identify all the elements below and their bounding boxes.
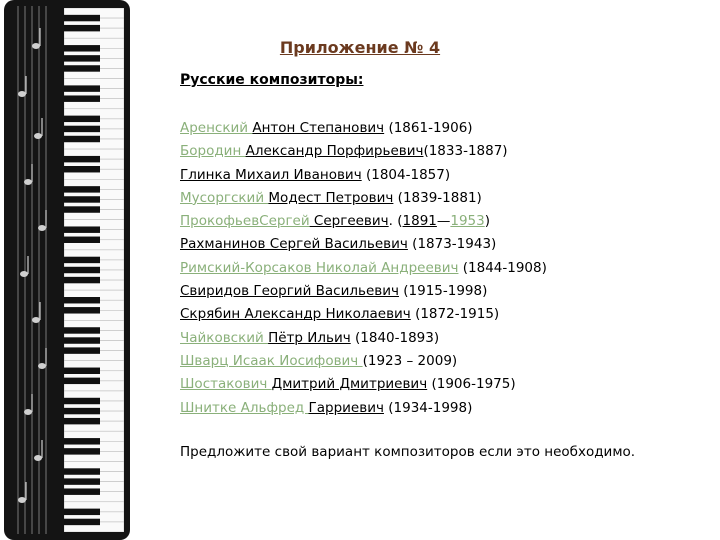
composer-link[interactable]: ПрокофьевСергей bbox=[180, 213, 310, 230]
list-item bbox=[180, 327, 547, 350]
black-key bbox=[64, 488, 100, 494]
composer-name[interactable]: Антон Степанович bbox=[252, 120, 385, 136]
composer-dates: (1844-1908) bbox=[458, 259, 547, 276]
black-key bbox=[64, 509, 100, 515]
composer-name[interactable]: Дмитрий Дмитриевич bbox=[271, 376, 428, 393]
composer-link[interactable]: Шварц Исаак Иосифович bbox=[180, 352, 363, 369]
piano-keys-icon bbox=[64, 8, 124, 532]
black-key bbox=[64, 337, 100, 343]
list-item bbox=[180, 164, 547, 187]
composer-list bbox=[180, 117, 547, 420]
black-key bbox=[64, 398, 100, 404]
composer-dates: (1915-1998) bbox=[398, 283, 488, 300]
composer-name[interactable]: Гарриевич bbox=[308, 399, 384, 416]
composer-dates: (1804-1857) bbox=[361, 166, 451, 183]
black-key bbox=[64, 15, 100, 21]
composer-dates: (1906-1975) bbox=[427, 376, 516, 393]
composer-dates: (1923 – 2009) bbox=[362, 352, 458, 369]
black-key bbox=[64, 206, 100, 212]
list-item bbox=[180, 303, 547, 326]
list-item bbox=[180, 140, 547, 163]
composer-name[interactable]: Свиридов Георгий Васильевич bbox=[180, 283, 399, 300]
black-key bbox=[64, 448, 100, 454]
black-key bbox=[64, 438, 100, 444]
black-key bbox=[64, 327, 100, 333]
black-key bbox=[64, 166, 100, 172]
composer-dates: (1833-1887) bbox=[423, 143, 508, 160]
black-key bbox=[64, 368, 100, 374]
list-item bbox=[180, 210, 547, 233]
footer-note: Предложите свой вариант композиторов если это необходимо. bbox=[180, 444, 636, 460]
black-key bbox=[64, 136, 100, 142]
composer-dates: (1873-1943) bbox=[407, 236, 497, 253]
black-key bbox=[64, 378, 100, 384]
date-close: ) bbox=[484, 213, 491, 230]
list-item bbox=[180, 350, 547, 373]
black-key bbox=[64, 277, 100, 283]
list-item bbox=[180, 233, 547, 256]
music-staff-icon bbox=[8, 6, 63, 534]
black-key bbox=[64, 95, 100, 101]
black-key bbox=[64, 126, 100, 132]
piano-keyboard-decoration bbox=[4, 0, 130, 540]
list-item bbox=[180, 187, 547, 210]
composer-name[interactable]: Рахманинов Сергей Васильевич bbox=[180, 236, 408, 253]
list-item bbox=[180, 117, 547, 140]
composer-link[interactable]: Римский-Корсаков Николай Андреевич bbox=[180, 259, 459, 276]
black-key bbox=[64, 237, 100, 243]
black-key bbox=[64, 116, 100, 122]
birth-year-link[interactable]: 1891 bbox=[402, 213, 437, 230]
composer-link[interactable]: Мусоргский bbox=[180, 189, 269, 206]
composer-name[interactable]: Скрябин Александр Николаевич bbox=[180, 306, 411, 323]
black-key bbox=[64, 25, 100, 31]
composer-link[interactable]: Чайковский bbox=[180, 329, 269, 346]
composer-dates: (1934-1998) bbox=[383, 399, 473, 416]
list-item bbox=[180, 373, 547, 396]
list-item bbox=[180, 257, 547, 280]
black-key bbox=[64, 478, 100, 484]
section-heading: Русские композиторы: bbox=[180, 72, 364, 88]
black-key bbox=[64, 156, 100, 162]
composer-name[interactable]: Пётр Ильич bbox=[268, 329, 351, 346]
composer-dates: (1839-1881) bbox=[393, 189, 482, 206]
composer-name[interactable]: Александр Порфирьевич bbox=[245, 143, 424, 160]
composer-link[interactable]: Шнитке Альфред bbox=[180, 399, 309, 416]
composer-name[interactable]: Глинка Михаил Иванович bbox=[180, 166, 362, 183]
list-item bbox=[180, 397, 547, 420]
black-key bbox=[64, 418, 100, 424]
black-key bbox=[64, 468, 100, 474]
composer-link[interactable]: Бородин bbox=[180, 143, 246, 160]
composer-dates: . ( bbox=[388, 213, 403, 230]
black-key bbox=[64, 297, 100, 303]
composer-dates: (1840-1893) bbox=[350, 329, 440, 346]
black-key bbox=[64, 519, 100, 525]
date-separator: — bbox=[436, 213, 451, 230]
black-key bbox=[64, 408, 100, 414]
black-key bbox=[64, 226, 100, 232]
death-year-link[interactable]: 1953 bbox=[450, 213, 485, 230]
page-title: Приложение № 4 bbox=[279, 38, 441, 57]
black-key bbox=[64, 347, 100, 353]
black-key bbox=[64, 257, 100, 263]
black-key bbox=[64, 65, 100, 71]
composer-dates: (1861-1906) bbox=[384, 120, 473, 136]
composer-link[interactable]: Шостакович bbox=[180, 376, 272, 393]
black-key bbox=[64, 307, 100, 313]
black-key bbox=[64, 186, 100, 192]
black-key bbox=[64, 85, 100, 91]
black-key bbox=[64, 267, 100, 273]
composer-name[interactable]: Модест Петрович bbox=[268, 189, 394, 206]
black-key bbox=[64, 196, 100, 202]
composer-link[interactable]: Аренский bbox=[180, 120, 253, 136]
list-item bbox=[180, 280, 547, 303]
composer-name[interactable]: Сергеевич bbox=[309, 213, 389, 230]
composer-dates: (1872-1915) bbox=[410, 306, 500, 323]
